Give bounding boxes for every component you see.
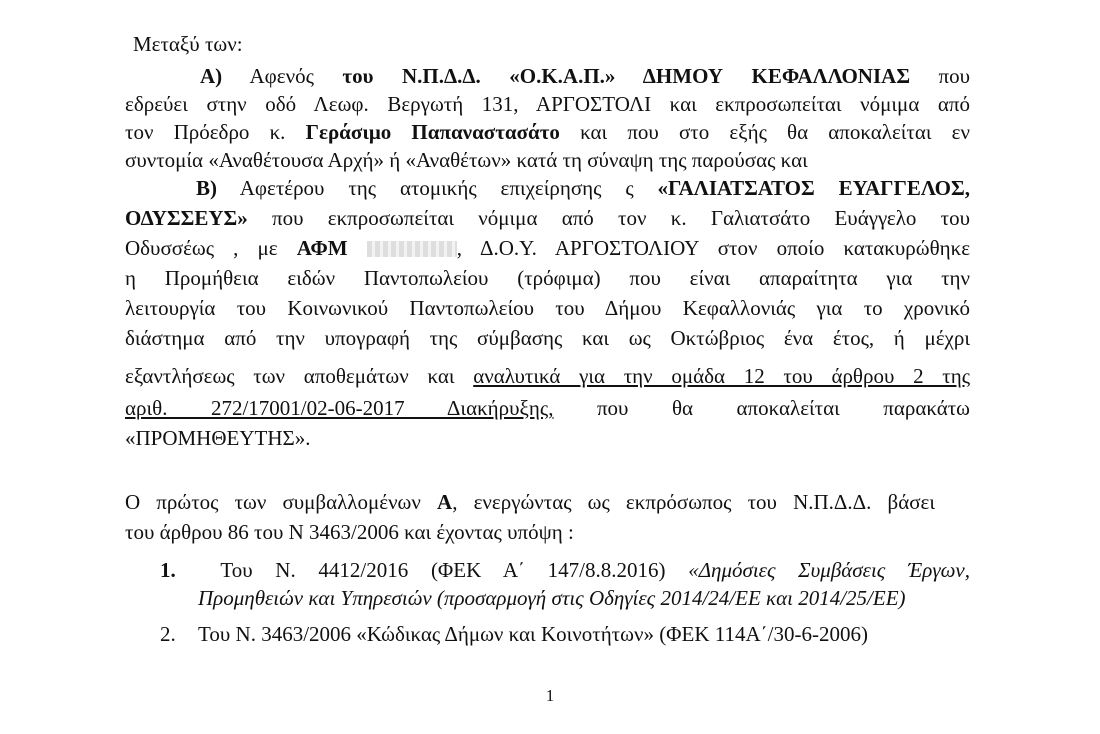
party-a-org: του Ν.Π.Δ.Δ. «Ο.Κ.Α.Π.» ΔΗΜΟΥ ΚΕΦΑΛΛΟΝΙΑΣ: [342, 64, 911, 88]
party-a-line-3-post: και που στο εξής θα αποκαλείται εν: [580, 120, 970, 144]
party-b-name-cont: ΟΔΥΣΣΕΥΣ»: [125, 206, 248, 230]
list-item-1-number: 1.: [160, 558, 176, 582]
party-b-line-3: [125, 234, 970, 262]
para2-line-2: του άρθρου 86 του Ν 3463/2006 και έχοντας υπόψη :: [125, 520, 574, 544]
list-item-1: [160, 556, 970, 584]
party-a-person: Γεράσιμο Παπαναστασάτο: [305, 120, 560, 144]
party-b-line-7-pre: εξαντλήσεως των αποθεμάτων και: [125, 364, 455, 388]
party-b-line-1: [196, 174, 970, 202]
list-item-2-text: Του Ν. 3463/2006 «Κώδικας Δήμων και Κοινοτήτων» (ΦΕΚ 114Α΄/30-6-2006): [198, 622, 868, 646]
party-a-line-3-pre: τον Πρόεδρο κ.: [125, 120, 286, 144]
list-item-1-italic: «Δημόσιες Συμβάσεις Έργων,: [688, 558, 971, 582]
page-number: 1: [545, 686, 555, 705]
party-b-line-8: [125, 394, 970, 422]
party-a-line-4: συντομία «Αναθέτουσα Αρχή» ή «Αναθέτων» κατά τη σύναψη της παρούσας και: [125, 148, 808, 172]
party-b-line-7-underlined: αναλυτικά για την ομάδα 12 του άρθρου 2 της: [473, 364, 971, 388]
intro-line: Μεταξύ των:: [133, 32, 243, 56]
redacted-afm: [367, 241, 457, 257]
party-b-line-7: [125, 362, 970, 390]
party-b-line-6: διάστημα από την υπογραφή της σύμβασης και ως Οκτώβριος ένα έτος, ή μέχρι: [125, 326, 970, 350]
party-a-label: Α): [200, 64, 223, 88]
afm-label: ΑΦΜ: [296, 236, 348, 260]
party-a-word: Αφενός: [249, 64, 314, 88]
para2-line-1-pre: Ο πρώτος των συμβαλλομένων: [125, 490, 421, 514]
list-item-1-cont: Προμηθειών και Υπηρεσιών (προσαρμογή στις Οδηγίες 2014/24/ΕΕ και 2014/25/ΕΕ): [198, 586, 906, 610]
party-b-line-2: [125, 204, 970, 232]
party-b-line-1-pre: Αφετέρου της ατομικής επιχείρησης ς: [239, 176, 634, 200]
party-b-name: «ΓΑΛΙΑΤΣΑΤΟΣ ΕΥΑΓΓΕΛΟΣ,: [657, 176, 970, 200]
para2-party-letter: Α: [437, 490, 453, 514]
party-b-line-5: λειτουργία του Κοινωνικού Παντοπωλείου του Δήμου Κεφαλλονιάς για το χρονικό: [125, 296, 970, 320]
list-item-2-number: 2.: [160, 622, 176, 646]
party-b-line-3-pre: Οδυσσέως , με: [125, 236, 278, 260]
party-b-line-4: η Προμήθεια ειδών Παντοπωλείου (τρόφιμα) που είναι απαραίτητα για την: [125, 266, 970, 290]
party-a-line-1: [200, 62, 970, 90]
party-b-line-2-post: που εκπροσωπείται νόμιμα από τον κ. Γαλιατσάτο Ευάγγελο του: [272, 206, 970, 230]
tender-reference: αριθ. 272/17001/02-06-2017 Διακήρυξης,: [125, 396, 554, 420]
para2-line-1: [125, 488, 935, 516]
party-a-line-3: [125, 118, 970, 146]
party-a-line-2: εδρεύει στην οδό Λεωφ. Βεργωτή 131, ΑΡΓΟΣΤΟΛΙ και εκπροσωπείται νόμιμα από: [125, 92, 970, 116]
party-a-line-1-end: που: [938, 64, 971, 88]
para2-line-1-post: , ενεργώντας ως εκπρόσωπος του Ν.Π.Δ.Δ. βάσει: [452, 490, 936, 514]
party-b-line-9: «ΠΡΟΜΗΘΕΥΤΗΣ».: [125, 426, 311, 450]
list-item-2: [160, 620, 1005, 648]
party-b-line-8-post: που θα αποκαλείται παρακάτω: [596, 396, 971, 420]
party-b-label: Β): [196, 176, 217, 200]
party-b-line-3-post: , Δ.Ο.Υ. ΑΡΓΟΣΤΟΛΙΟΥ στον οποίο κατακυρώθηκε: [456, 236, 971, 260]
list-item-1-text: Του Ν. 4412/2016 (ΦΕΚ Α΄ 147/8.8.2016): [220, 558, 666, 582]
